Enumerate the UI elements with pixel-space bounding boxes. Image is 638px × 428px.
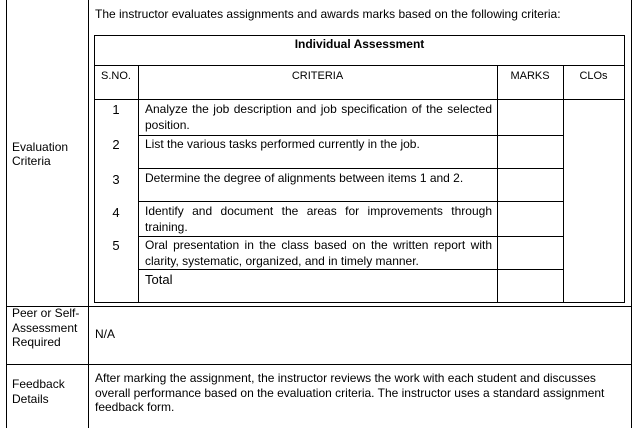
- item-3-criteria: Determine the degree of alignments between items 1 and 2.: [145, 171, 464, 185]
- header-clos: CLOs: [579, 70, 608, 82]
- item-2-sno: 2: [112, 137, 120, 152]
- item-1-sno: 1: [112, 102, 120, 117]
- item-2-criteria: List the various tasks performed currently in the job.: [145, 137, 420, 151]
- item-4-sno: 4: [112, 205, 120, 220]
- assessment-title: Individual Assessment: [294, 37, 425, 51]
- item-4-criteria: Identify and document the areas for improvements through training.: [145, 204, 492, 234]
- row-divider-2: [6, 364, 632, 365]
- row-divider-1: [6, 306, 632, 307]
- feedback-details-text: After marking the assignment, the instructor reviews the work with each student and discusses overall performance based on the evaluation criteria. The instructor uses a standard assignment feedback form.: [95, 371, 605, 414]
- header-criteria: CRITERIA: [291, 70, 344, 82]
- item-5-sno: 5: [112, 238, 120, 253]
- header-marks: MARKS: [510, 70, 550, 82]
- evaluation-criteria-label: Evaluation Criteria: [12, 140, 69, 168]
- feedback-details-label: Feedback Details: [12, 377, 65, 406]
- evaluation-intro-text: The instructor evaluates assignments and awards marks based on the following criteria:: [95, 7, 561, 21]
- total-label: Total: [145, 272, 173, 287]
- header-sno: S.NO.: [101, 70, 131, 82]
- item-5-criteria: Oral presentation in the class based on the written report with clarity, systematic, organized, and in timely manner.: [145, 238, 492, 268]
- peer-assessment-value: N/A: [95, 327, 116, 341]
- item-3-sno: 3: [112, 172, 120, 187]
- peer-assessment-label: Peer or Self-Assessment Required: [12, 306, 80, 349]
- item-1-criteria: Analyze the job description and job specification of the selected position.: [145, 102, 492, 132]
